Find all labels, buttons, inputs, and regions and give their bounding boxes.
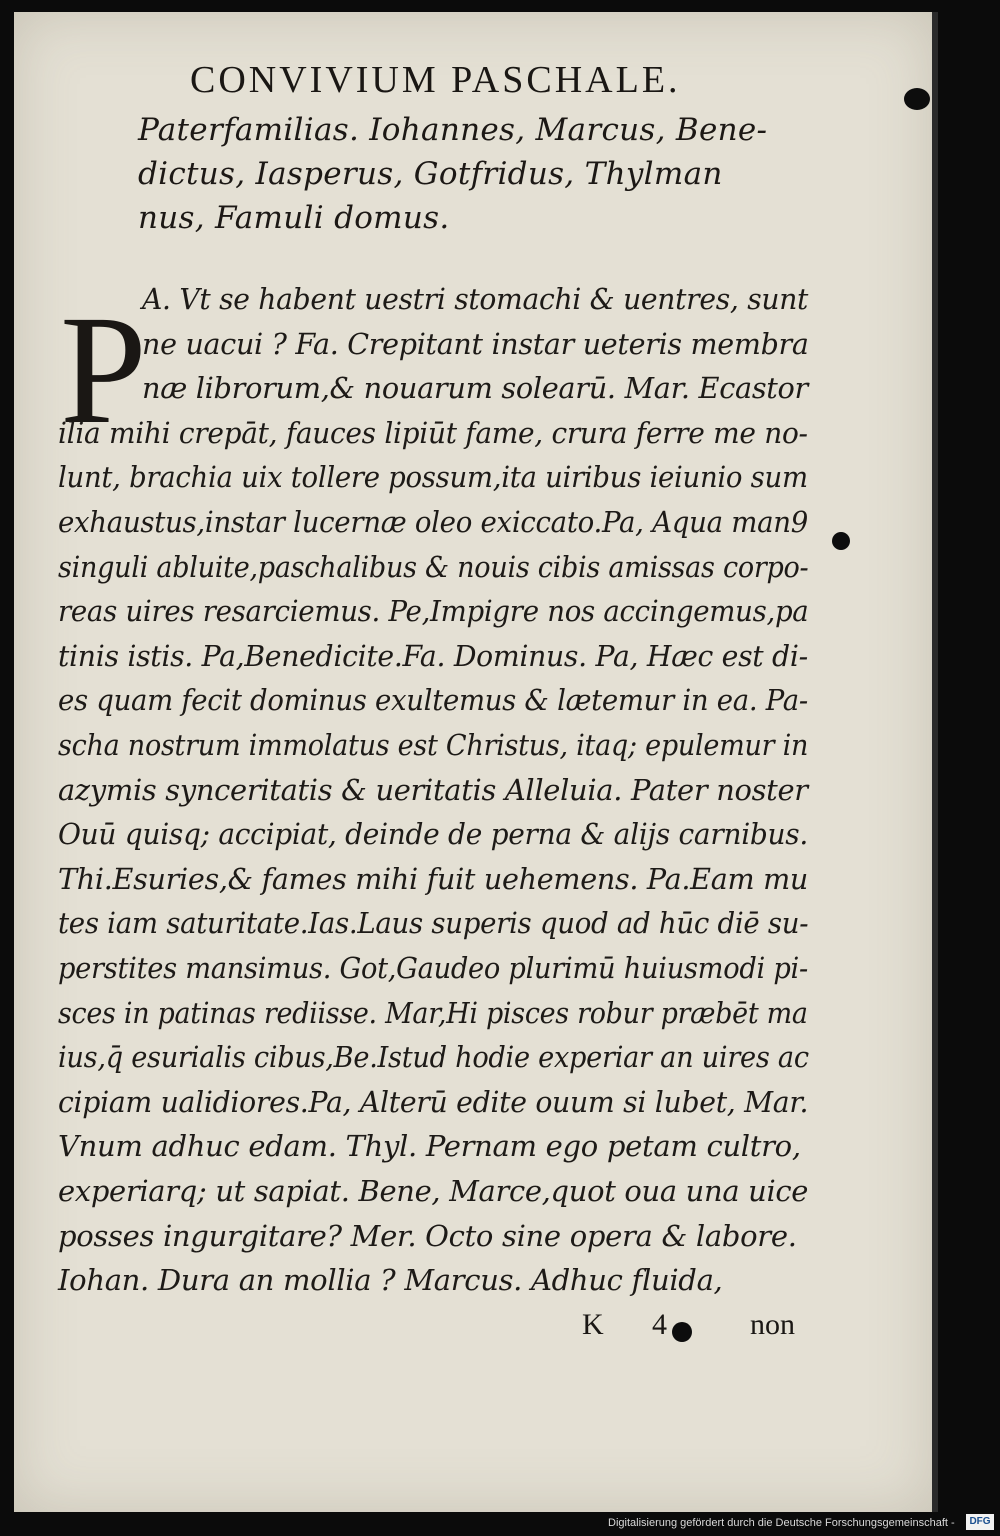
text-line: cipiam ualidiores.Pa, Alterū edite ouum si lubet, Mar. bbox=[58, 1084, 809, 1119]
text-line: posses ingurgitare? Mer. Octo sine opera & labore. bbox=[58, 1218, 797, 1253]
signature-mark: K bbox=[582, 1308, 604, 1341]
text-line: tinis istis. Pa,Benedicite.Fa. Dominus. Pa, Hæc est di- bbox=[58, 638, 808, 673]
ink-blot bbox=[672, 1322, 692, 1342]
text-line: es quam fecit dominus exultemus & lætemur in ea. Pa- bbox=[58, 683, 808, 718]
text-line: lunt, brachia uix tollere possum,ita uiribus ieiunio sum bbox=[58, 460, 808, 495]
digitization-credit: Digitalisierung gefördert durch die Deutsche Forschungsgemeinschaft - bbox=[608, 1517, 955, 1529]
text-line: Iohan. Dura an mollia ? Marcus. Adhuc fluida, bbox=[58, 1263, 723, 1298]
text-line: Thi.Esuries,& fames mihi fuit uehemens. Pa.Eam mu bbox=[58, 861, 809, 896]
catchword: non bbox=[750, 1308, 795, 1341]
drop-cap: P bbox=[60, 283, 147, 456]
text-line: reas uires resarciemus. Pe,Impigre nos accingemus,pa bbox=[58, 594, 809, 629]
text-line: tes iam saturitate.Ias.Laus superis quod ad hūc diē su- bbox=[58, 906, 809, 941]
text-line: perstites mansimus. Got,Gaudeo plurimū huiusmodi pi- bbox=[58, 951, 808, 985]
ink-blot bbox=[904, 88, 930, 110]
text-line: experiarq; ut sapiat. Bene, Marce,quot oua una uice bbox=[58, 1174, 809, 1208]
dfg-logo: DFG bbox=[966, 1514, 994, 1530]
text-line: sces in patinas rediisse. Mar,Hi pisces robur præbēt ma bbox=[58, 995, 808, 1030]
ink-blot bbox=[832, 532, 850, 550]
folio-number: 4 bbox=[652, 1308, 667, 1341]
text-line: A. Vt se habent uestri stomachi & uentres, sunt bbox=[142, 282, 809, 316]
text-line: scha nostrum immolatus est Christus, itaq; epulemur in bbox=[58, 728, 809, 762]
page-edge bbox=[932, 12, 938, 1512]
dramatis-personae-line: dictus, Iasperus, Gotfridus, Thylman bbox=[138, 156, 723, 192]
text-line: azymis synceritatis & ueritatis Alleluia. Pater noster bbox=[58, 772, 808, 807]
text-line: Ouū quisq; accipiat, deinde de perna & alijs carnibus. bbox=[58, 817, 808, 852]
text-line: ne uacui ? Fa. Crepitant instar ueteris membra bbox=[142, 326, 809, 361]
dramatis-personae-line: Paterfamilias. Iohannes, Marcus, Bene- bbox=[138, 112, 768, 148]
text-line: exhaustus,instar lucernæ oleo exiccato.Pa, Aqua man9 bbox=[58, 505, 808, 539]
text-line: singuli abluite,paschalibus & nouis cibis amissas corpo- bbox=[58, 549, 809, 584]
text-line: næ librorum,& nouarum solearū. Mar. Ecastor bbox=[142, 371, 808, 406]
text-line: Vnum adhuc edam. Thyl. Pernam ego petam cultro, bbox=[58, 1129, 801, 1164]
page-title: CONVIVIUM PASCHALE. bbox=[190, 59, 681, 101]
dramatis-personae-line: nus, Famuli domus. bbox=[138, 200, 450, 236]
text-line: ilia mihi crepāt, fauces lipiūt fame, crura ferre me no- bbox=[58, 415, 808, 450]
text-line: ius,q̄ esurialis cibus,Be.Istud hodie experiar an uires ac bbox=[58, 1040, 809, 1075]
